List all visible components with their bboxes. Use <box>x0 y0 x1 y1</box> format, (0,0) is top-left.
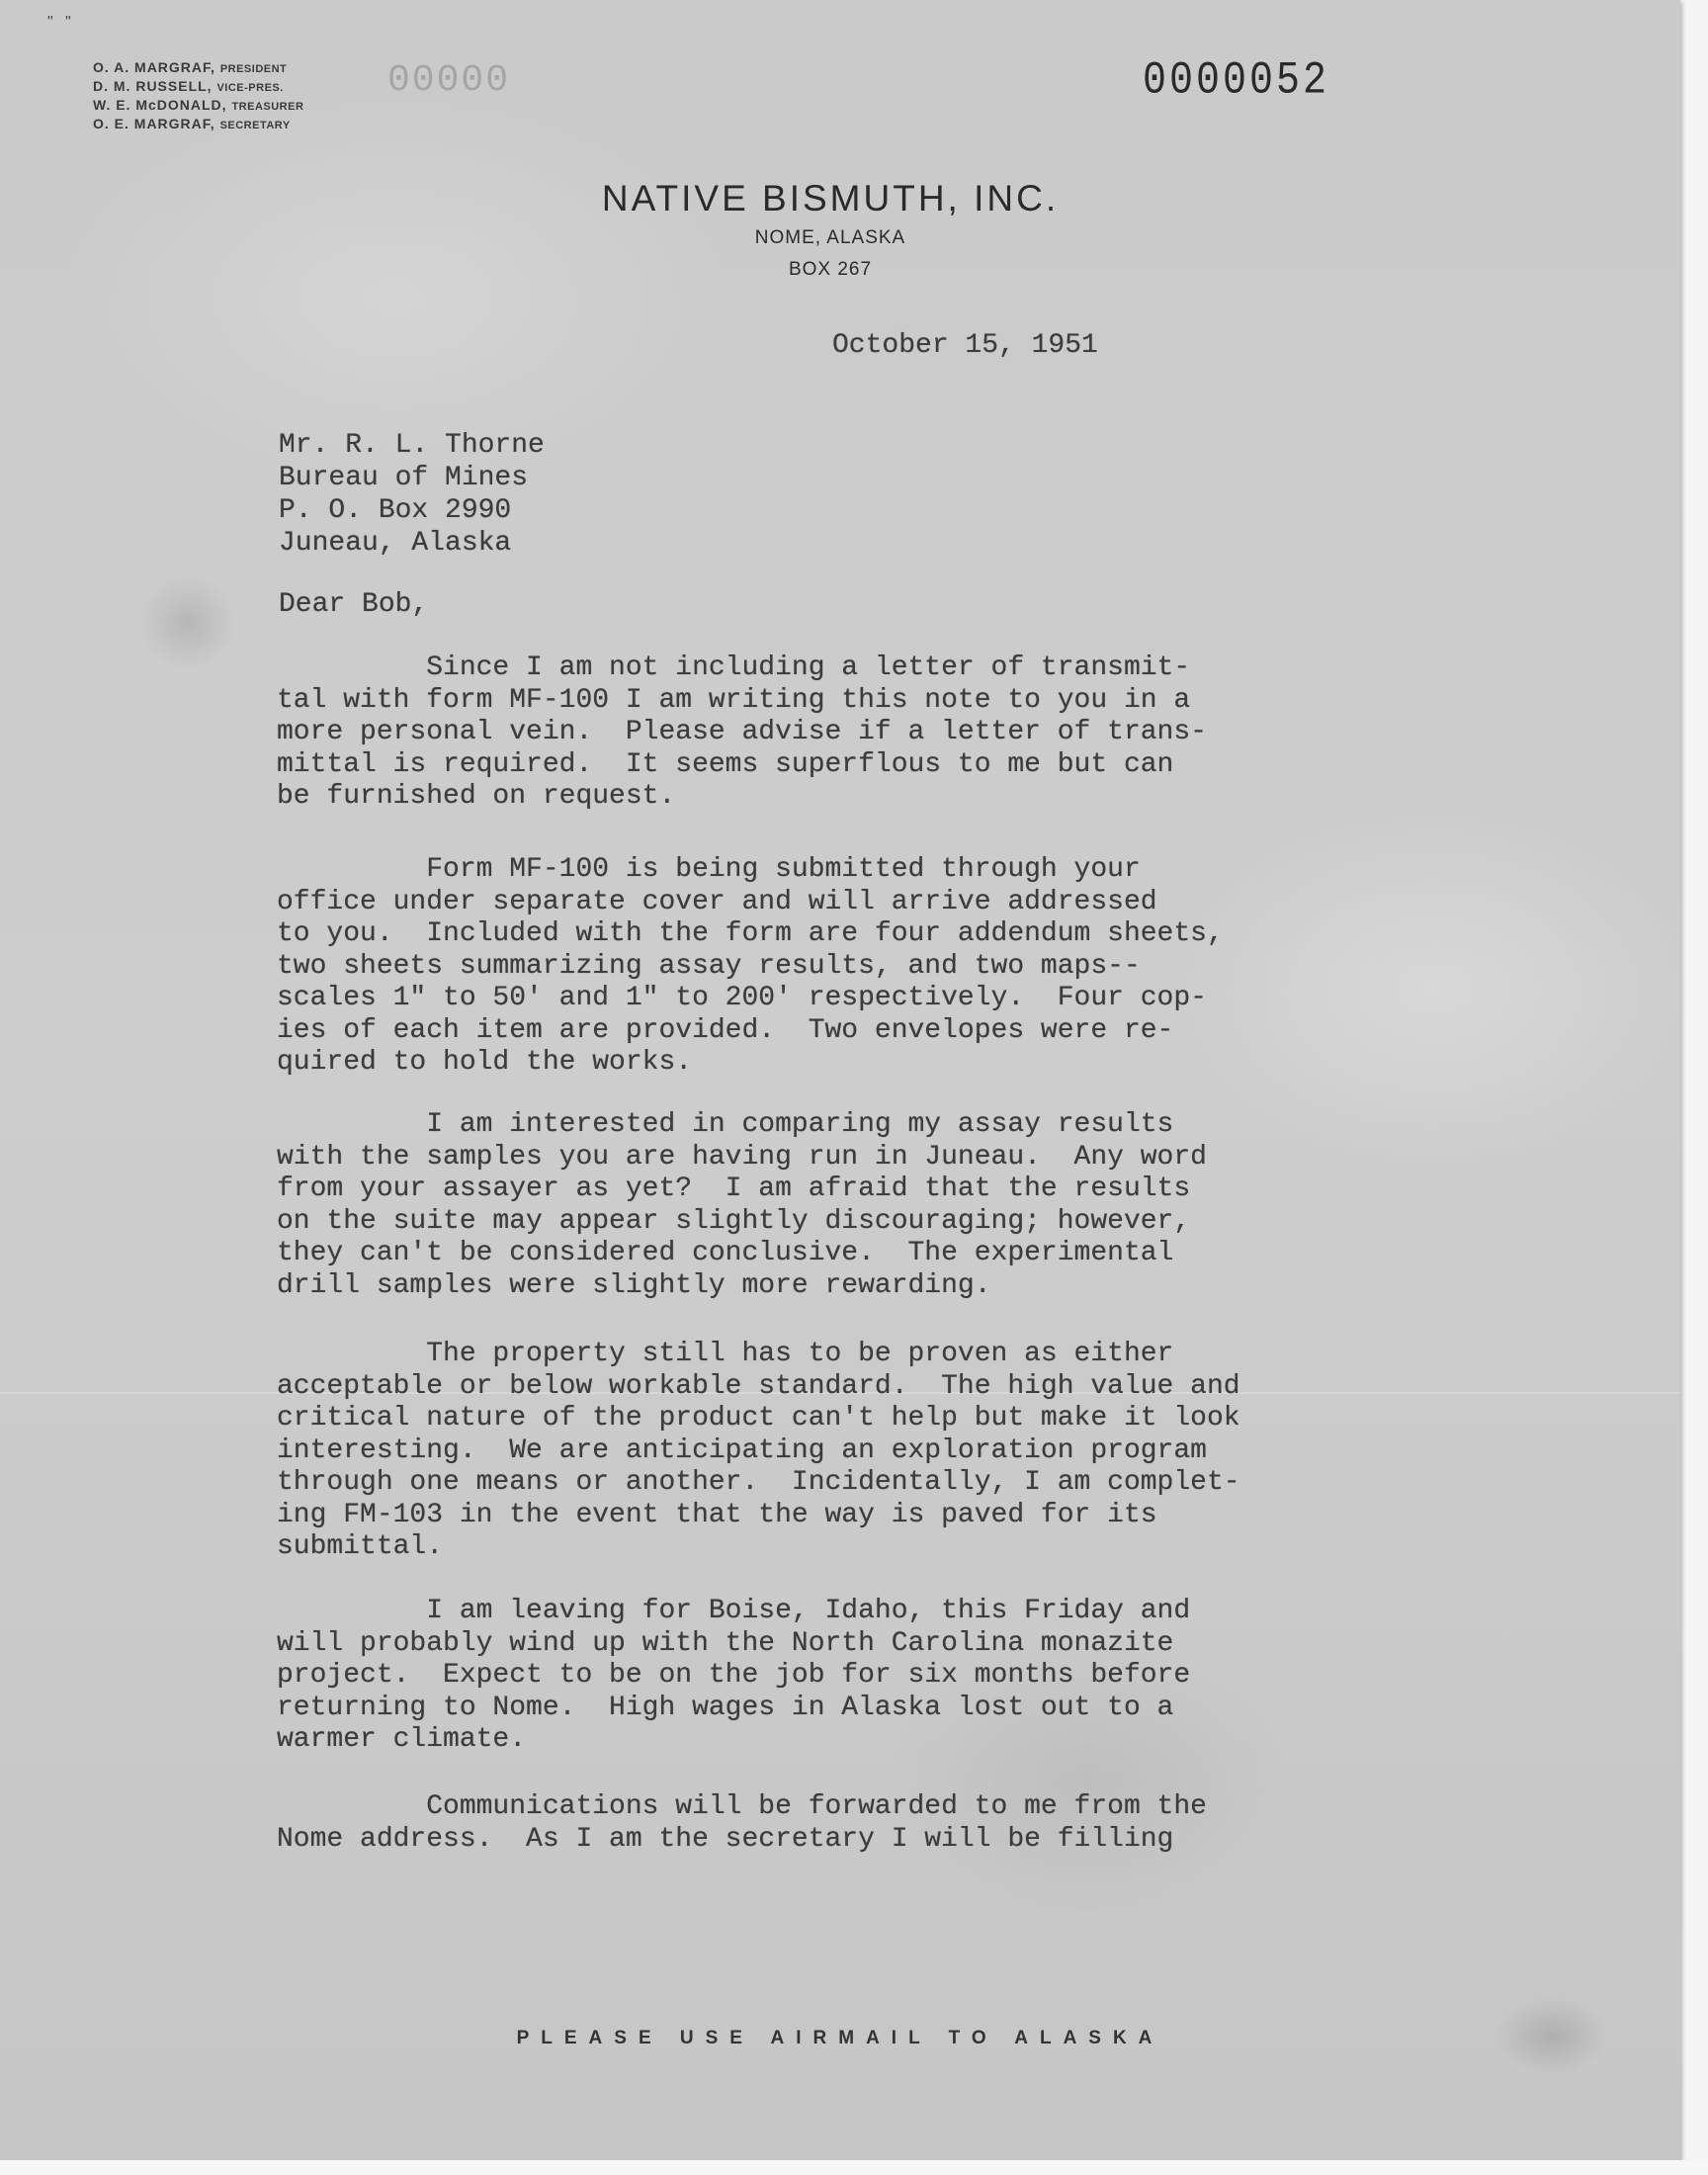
officer-title: SECRETARY <box>219 120 291 131</box>
document-number: 0000052 <box>1143 55 1330 108</box>
address-line: Juneau, Alaska <box>279 528 512 559</box>
body-paragraph: Since I am not including a letter of transmit- tal with form MF-100 I am writing this note to you in a more personal vein. Please advise if a letter of trans- mittal is required. It seems superflous to me but can be furnished on request. <box>277 652 1207 812</box>
officer-name: O. E. MARGRAF, <box>93 116 215 131</box>
corner-mark: " " <box>47 14 75 31</box>
officer-row <box>93 116 303 134</box>
officer-name: W. E. McDONALD, <box>93 97 227 113</box>
address-line: Mr. R. L. Thorne <box>279 430 545 461</box>
body-paragraph: Communications will be forwarded to me from the Nome address. As I am the secretary I will be filling <box>277 1791 1207 1855</box>
officer-title: TREASURER <box>231 101 304 113</box>
officers-list <box>93 59 303 134</box>
officer-name: D. M. RUSSELL, <box>93 78 213 94</box>
company-box: BOX 267 <box>788 259 873 280</box>
body-paragraph: I am leaving for Boise, Idaho, this Friday and will probably wind up with the North Carolina monazite project. Expect to be on the job for six months before returning to Nome. High wages in Alaska lost out to a warmer climate. <box>277 1596 1191 1755</box>
airmail-footer: PLEASE USE AIRMAIL TO ALASKA <box>516 2028 1164 2048</box>
letter-date: October 15, 1951 <box>832 330 1098 361</box>
officer-title: PRESIDENT <box>219 63 288 75</box>
body-paragraph: I am interested in comparing my assay results with the samples you are having run in Juneau. Any word from your assayer as yet? I am afraid that the results on the suite may appear slightly discouraging; however, they can't be considered conclusive. The experimental drill samples were slightly more rewarding. <box>277 1109 1207 1301</box>
company-name: NATIVE BISMUTH, INC. <box>601 178 1060 218</box>
officer-row <box>93 78 303 97</box>
officer-title: VICE-PRES. <box>216 82 284 94</box>
letterhead <box>494 178 1166 281</box>
officer-row <box>93 59 303 78</box>
body-paragraph: The property still has to be proven as either acceptable or below workable standard. The high value and critical nature of the product can't help but make it look interesting. We are anticipating an exploration program through one means or another. Incidentally, I am complet- ing FM-103 in the event that the way is paved for its submittal. <box>277 1339 1240 1562</box>
faint-stamp-number: 00000 <box>387 59 511 102</box>
salutation: Dear Bob, <box>279 589 429 620</box>
address-line: P. O. Box 2990 <box>279 495 512 526</box>
address-line: Bureau of Mines <box>279 463 529 493</box>
scan-margin <box>0 2160 1708 2175</box>
officer-name: O. A. MARGRAF, <box>93 59 215 75</box>
officer-row <box>93 97 303 116</box>
recipient-address <box>279 429 545 560</box>
company-city: NOME, ALASKA <box>754 227 906 248</box>
body-paragraph: Form MF-100 is being submitted through your office under separate cover and will arrive addressed to you. Included with the form are four addendum sheets, two sheets summarizing assay results, and two maps-- scales 1" to 50' and 1" to 200' respectively. Four cop- ies of each item are provided. Two envelopes were re- quired to hold the works. <box>277 854 1224 1078</box>
